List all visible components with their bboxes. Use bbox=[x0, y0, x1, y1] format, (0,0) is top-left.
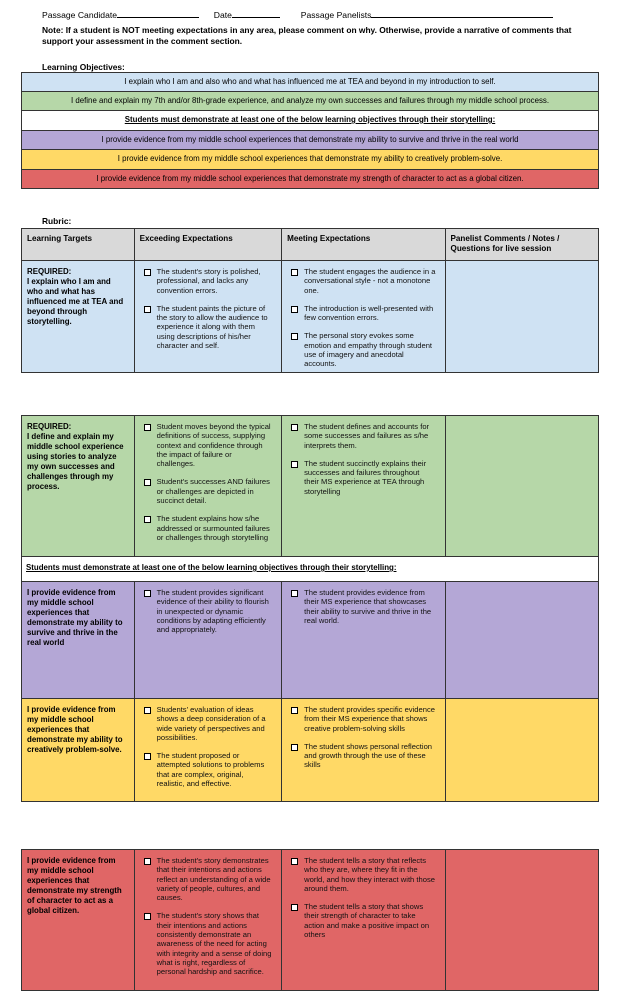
panelist-comments-cell[interactable] bbox=[445, 261, 598, 372]
list-item: The student shows personal reflection and growth through the use of these skills bbox=[287, 742, 439, 770]
objective-item: I provide evidence from my middle school experiences that demonstrate my ability to survive and thrive in the real world bbox=[21, 131, 599, 151]
objective-item: I explain who I am and also who and what has influenced me at TEA and beyond in my introduction to self. bbox=[21, 72, 599, 92]
panelist-comments-cell[interactable] bbox=[445, 850, 598, 990]
list-item: The student paints the picture of the story to allow the audience to experience it along with them using descriptions of his/her character and self. bbox=[140, 304, 276, 350]
rubric-row bbox=[22, 698, 598, 801]
list-item: The student's story shows that their intentions and actions consistently demonstrate an awareness of the need for acting with integrity and a sense of doing what is right, regardless of personal hardship and sacrifice. bbox=[140, 911, 276, 976]
objective-item: I provide evidence from my middle school experiences that demonstrate my ability to creatively problem-solve. bbox=[21, 150, 599, 170]
rubric-row bbox=[22, 260, 598, 372]
must-demonstrate-note: Students must demonstrate at least one of the below learning objectives through their storytelling: bbox=[26, 563, 397, 572]
rubric-table-2 bbox=[21, 415, 599, 802]
header-exceeding: Exceeding Expectations bbox=[134, 229, 281, 260]
panelists-label: Passage Panelists bbox=[300, 10, 372, 20]
panelist-comments-cell[interactable] bbox=[445, 582, 598, 698]
date-blank[interactable] bbox=[232, 9, 280, 18]
rubric-label: Rubric: bbox=[42, 216, 72, 226]
candidate-blank[interactable] bbox=[117, 9, 199, 18]
objective-item: I provide evidence from my middle school experiences that demonstrate my strength of character to act as a global citizen. bbox=[21, 170, 599, 190]
date-label: Date bbox=[213, 10, 232, 20]
rubric-row bbox=[22, 850, 598, 990]
header-panelist-comments: Panelist Comments / Notes / Questions for live session bbox=[445, 229, 598, 260]
list-item: The student explains how s/he addressed or surmounted failures or challenges through storytelling bbox=[140, 514, 276, 542]
list-item: The student's story demonstrates that their intentions and actions reflect an understanding of a wide variety of people, cultures, and causes. bbox=[140, 856, 276, 902]
exceeding-cell bbox=[134, 850, 281, 990]
learning-target: I provide evidence from my middle school experiences that demonstrate my ability to creatively problem-solve. bbox=[27, 705, 123, 754]
learning-target: REQUIRED: I define and explain my middle school experience using stories to analyze my own successes and challenges through my process. bbox=[27, 422, 124, 491]
list-item: The student's story is polished, professional, and lacks any convention errors. bbox=[140, 267, 276, 295]
exceeding-cell bbox=[134, 261, 281, 372]
rubric-row bbox=[22, 416, 598, 556]
list-item: The student provides evidence from their MS experience that showcases their ability to survive and thrive in the real world. bbox=[287, 588, 439, 625]
list-item: The student provides significant evidence of their ability to flourish in unexpected or dynamic conditions by adapting efficiently and appropriately. bbox=[140, 588, 276, 634]
objective-must-note: Students must demonstrate at least one of the below learning objectives through their storytelling: bbox=[21, 111, 599, 131]
list-item: Student moves beyond the typical definitions of success, supplying context and confidence through the impact of failure or challenges. bbox=[140, 422, 276, 468]
meeting-cell bbox=[281, 582, 444, 698]
panelist-comments-cell[interactable] bbox=[445, 699, 598, 801]
rubric-table-3 bbox=[21, 849, 599, 991]
learning-objectives-list bbox=[21, 72, 599, 189]
header-meeting: Meeting Expectations bbox=[281, 229, 444, 260]
list-item: The introduction is well-presented with few convention errors. bbox=[287, 304, 439, 323]
objective-item: I define and explain my 7th and/or 8th-grade experience, and analyze my own successes and failures through my middle school process. bbox=[21, 92, 599, 112]
list-item: The student defines and accounts for some successes and failures as s/he interprets them. bbox=[287, 422, 439, 450]
exceeding-cell bbox=[134, 582, 281, 698]
panelists-blank[interactable] bbox=[371, 9, 553, 18]
exceeding-cell bbox=[134, 699, 281, 801]
exceeding-cell bbox=[134, 416, 281, 556]
meeting-cell bbox=[281, 416, 444, 556]
list-item: Students' evaluation of ideas shows a deep consideration of a wide variety of perspectives and possibilities. bbox=[140, 705, 276, 742]
list-item: Student's successes AND failures or challenges are depicted in succinct detail. bbox=[140, 477, 276, 505]
list-item: The personal story evokes some emotion and empathy through student use of imagery and anecdotal accounts. bbox=[287, 331, 439, 368]
list-item: The student engages the audience in a conversational style - not a monotone one. bbox=[287, 267, 439, 295]
list-item: The student succinctly explains their successes and failures throughout their MS experience at TEA through storytelling bbox=[287, 459, 439, 496]
meeting-cell bbox=[281, 261, 444, 372]
must-demonstrate-row bbox=[22, 556, 598, 581]
candidate-label: Passage Candidate bbox=[42, 10, 118, 20]
panelist-comments-cell[interactable] bbox=[445, 416, 598, 556]
meeting-cell bbox=[281, 850, 444, 990]
learning-target: I provide evidence from my middle school experiences that demonstrate my ability to survive and thrive in the real world bbox=[27, 588, 123, 647]
list-item: The student provides specific evidence from their MS experience that shows creative problem-solving skills bbox=[287, 705, 439, 733]
learning-target: I provide evidence from my middle school experiences that demonstrate my strength of character to act as a global citizen. bbox=[27, 856, 122, 915]
header-fields bbox=[42, 9, 553, 20]
learning-target: REQUIRED: I explain who I am and who and what has influenced me at TEA and beyond through storytelling. bbox=[27, 267, 124, 326]
list-item: The student tells a story that reflects who they are, where they fit in the world, and how they interact with those around them. bbox=[287, 856, 439, 893]
list-item: The student tells a story that shows their strength of character to take action and make a positive impact on others bbox=[287, 902, 439, 939]
rubric-row bbox=[22, 581, 598, 698]
rubric-table-1 bbox=[21, 228, 599, 373]
objectives-label: Learning Objectives: bbox=[42, 62, 125, 72]
rubric-header-row bbox=[22, 229, 598, 260]
list-item: The student proposed or attempted solutions to problems that are complex, original, realistic, and effective. bbox=[140, 751, 276, 788]
header-learning-targets: Learning Targets bbox=[27, 234, 93, 243]
meeting-cell bbox=[281, 699, 444, 801]
instructions-note: Note: If a student is NOT meeting expectations in any area, please comment on why. Otherwise, provide a narrative of comments that support your assessment in the comment section. bbox=[42, 25, 572, 46]
